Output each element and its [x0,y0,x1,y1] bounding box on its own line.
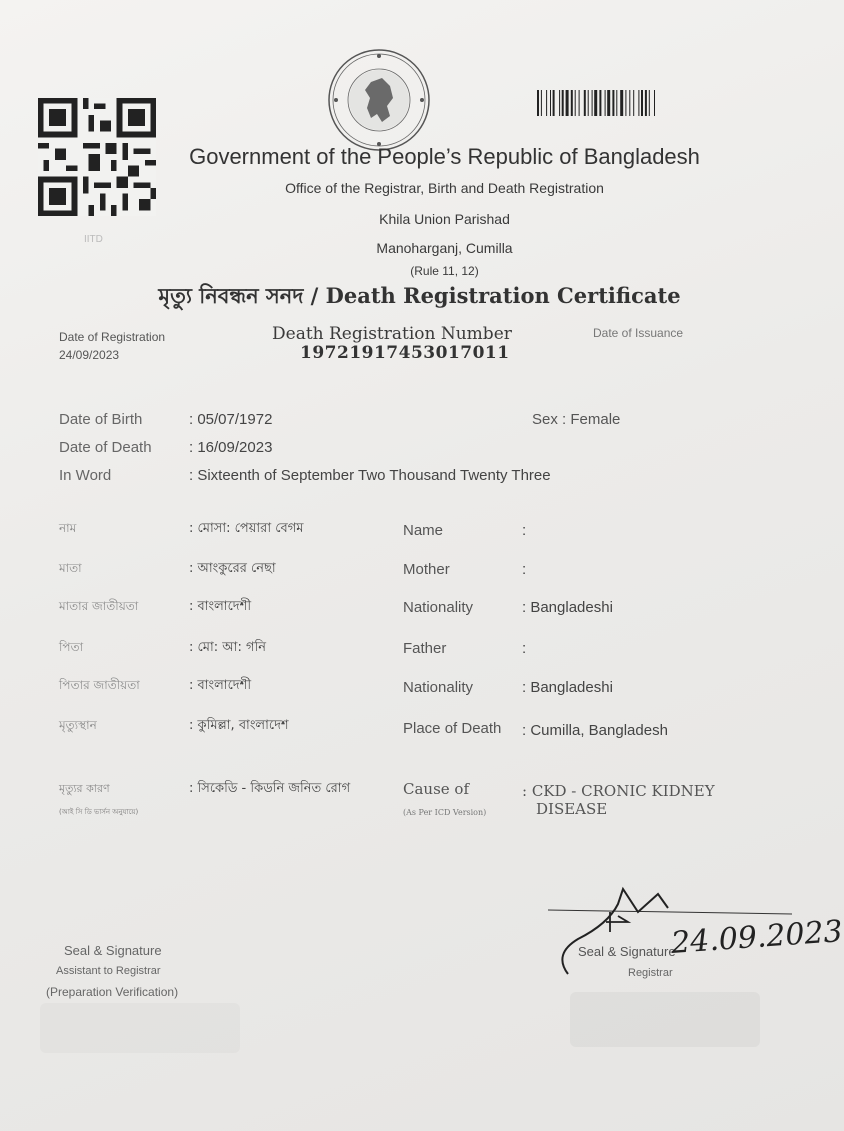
father-bn-label: পিতা [59,640,84,654]
sex-value: Sex : Female [532,411,621,428]
left-verification-label: (Preparation Verification) [46,985,179,999]
mother-bn-value: : আংকুরের নেছা [189,561,276,576]
registration-date-label: Date of Registration [59,330,166,344]
cause-en-value-line2: DISEASE [536,800,608,818]
father-nationality-en-value: : Bangladeshi [522,679,613,696]
name-bn-value: : মোসা: পেয়ারা বেগম [189,521,304,536]
father-bn-value: : মো: আ: গনি [189,640,266,655]
mother-nationality-en-label: Nationality [403,599,474,616]
mother-nationality-bn-value: : বাংলাদেশী [189,599,252,614]
mother-nationality-bn-label: মাতার জাতীয়তা [59,599,139,613]
mother-en-value: : [522,561,527,578]
in-word-value: : Sixteenth of September Two Thousand Twenty Three [189,467,551,484]
birth-date-value: : 05/07/1972 [189,411,273,428]
issuance-date-label: Date of Issuance [593,326,684,340]
rule-text: (Rule 11, 12) [410,264,479,278]
district-heading: Manoharganj, Cumilla [376,240,513,256]
barcode [537,90,755,116]
father-nationality-bn-label: পিতার জাতীয়তা [59,678,140,692]
mother-en-label: Mother [403,561,450,578]
cause-bn-value: : সিকেডি - কিডনি জনিত রোগ [189,781,351,796]
handwritten-date: 24.09.2023 [669,914,844,961]
registrar-label: Registrar [628,967,673,979]
father-nationality-bn-value: : বাংলাদেশী [189,678,252,693]
office-heading: Office of the Registrar, Birth and Death Registration [285,180,604,196]
father-en-value: : [522,640,527,657]
father-en-label: Father [403,640,447,657]
death-place-en-label: Place of Death [403,720,502,737]
mother-nationality-en-value: : Bangladeshi [522,599,613,616]
cause-bn-sub: (আই সি ডি ভার্সন অনুযায়ে) [59,808,139,816]
death-place-en-value: : Cumilla, Bangladesh [522,722,668,739]
birth-date-label: Date of Birth [59,411,143,428]
death-place-bn-label: মৃত্যুস্থান [59,718,97,732]
cause-en-value-line1: : CKD - CRONIC KIDNEY [522,782,715,800]
cause-en-sub: (As Per ICD Version) [403,808,487,817]
cause-en-label: Cause of [403,780,470,798]
name-en-label: Name [403,522,444,539]
registration-date-value: 24/09/2023 [59,348,120,362]
registration-number-label: Death Registration Number [272,324,512,344]
cause-bn-label: মৃত্যুর কারণ [59,782,110,795]
name-en-value: : [522,522,527,539]
faded-stamp-left [40,1003,240,1053]
father-nationality-en-label: Nationality [403,679,474,696]
in-word-label: In Word [59,467,112,484]
faded-stamp [570,992,760,1047]
death-date-label: Date of Death [59,439,152,456]
death-place-bn-value: : কুমিল্লা, বাংলাদেশ [189,718,289,733]
right-seal-label: Seal & Signature [578,944,676,959]
death-date-value: : 16/09/2023 [189,439,273,456]
government-seal [327,48,431,152]
mother-bn-label: মাতা [59,561,82,575]
government-heading: Government of the People’s Republic of Bangladesh [189,144,700,169]
qr-caption: IITD [84,234,103,245]
name-bn-label: নাম [59,521,77,535]
union-heading: Khila Union Parishad [379,211,510,227]
left-assistant-label: Assistant to Registrar [56,965,161,977]
certificate-title: মৃত্যু নিবন্ধন সনদ / Death Registration Certificate [158,283,681,308]
left-seal-label: Seal & Signature [64,943,162,958]
registration-number-value: 19721917453017011 [300,343,510,363]
